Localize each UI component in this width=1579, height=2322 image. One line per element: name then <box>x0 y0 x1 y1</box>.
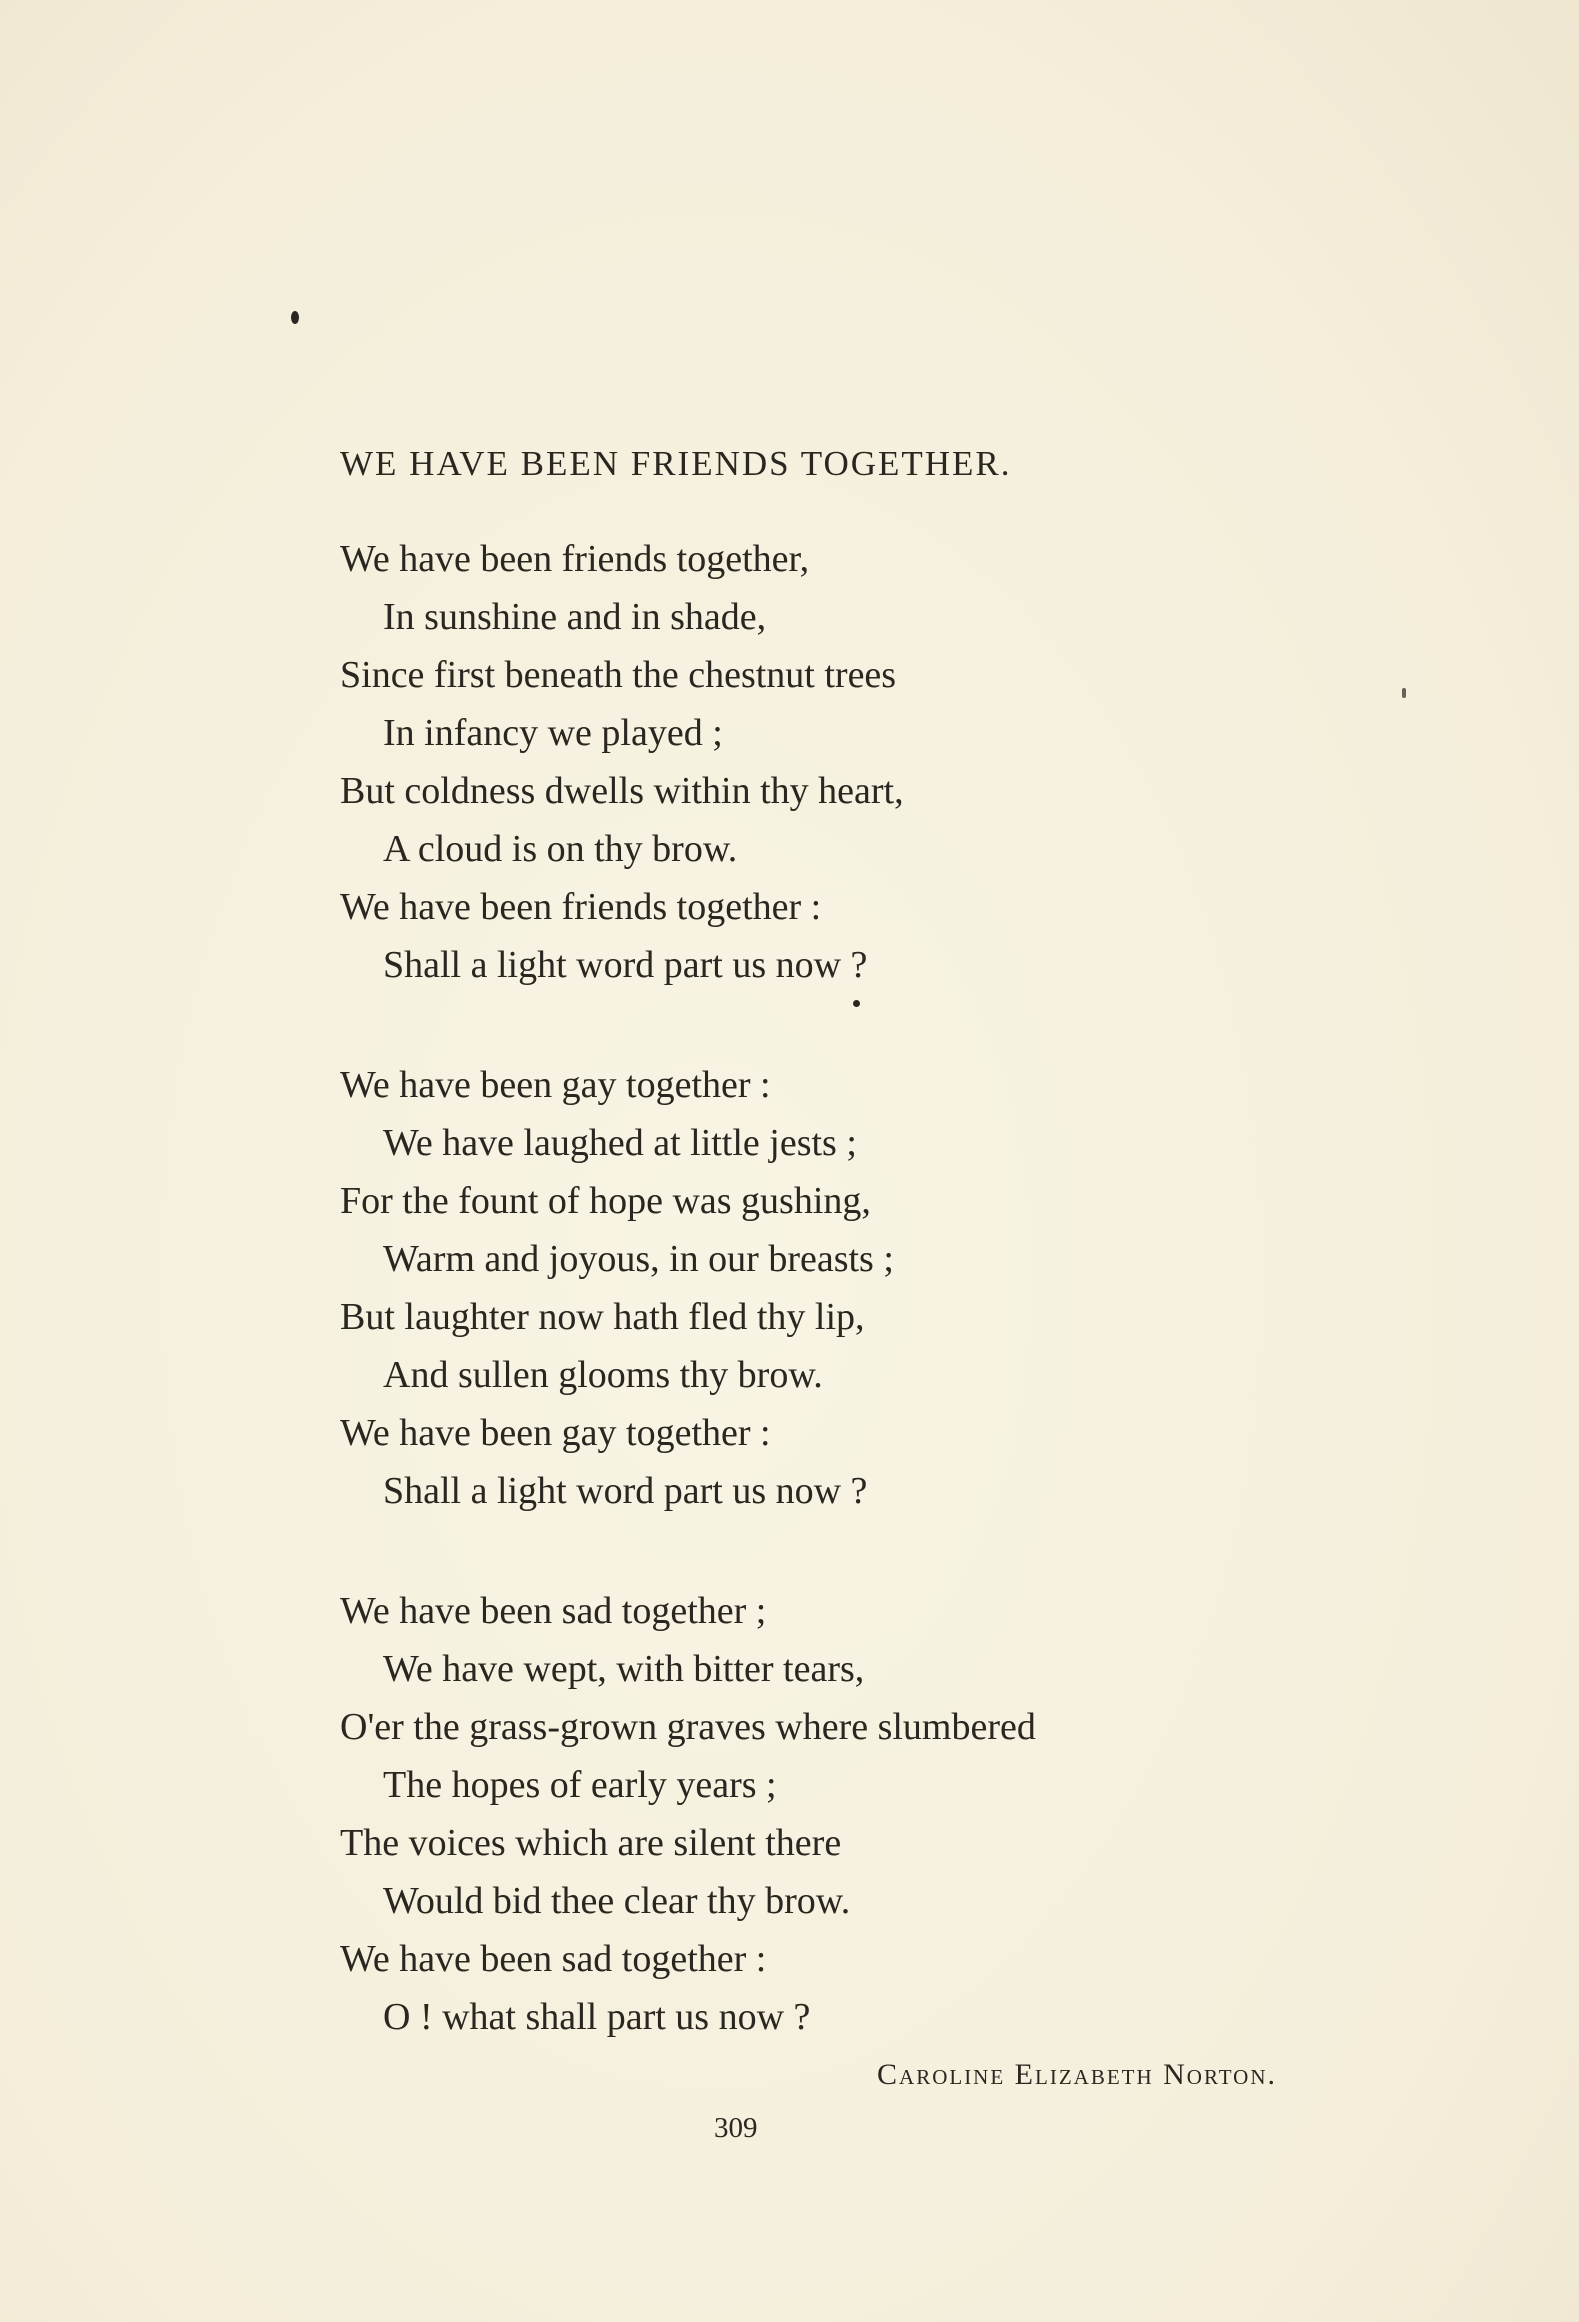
poem-line: A cloud is on thy brow. <box>383 828 738 870</box>
poem-line: We have wept, with bitter tears, <box>383 1648 865 1690</box>
poem-line: Shall a light word part us now ? <box>383 1470 868 1512</box>
poem-line: For the fount of hope was gushing, <box>340 1180 871 1222</box>
poem-line: O ! what shall part us now ? <box>383 1996 811 2038</box>
poem-line: Shall a light word part us now ? <box>383 944 868 986</box>
poem-line: In sunshine and in shade, <box>383 596 767 638</box>
poem-title: WE HAVE BEEN FRIENDS TOGETHER. <box>340 444 1012 483</box>
poem-line: We have been sad together ; <box>340 1590 767 1632</box>
stanza-2 <box>340 1056 894 1520</box>
author-attribution: Caroline Elizabeth Norton. <box>877 2058 1277 2091</box>
poem-line: But coldness dwells within thy heart, <box>340 770 904 812</box>
poem-line: We have been gay together : <box>340 1412 771 1454</box>
poem-line: Would bid thee clear thy brow. <box>383 1880 851 1922</box>
poem-line: O'er the grass-grown graves where slumbered <box>340 1706 1036 1748</box>
poem-line: We have been sad together : <box>340 1938 767 1980</box>
poem-line: The voices which are silent there <box>340 1822 842 1864</box>
page-number: 309 <box>714 2112 758 2144</box>
poem-line: We have been friends together : <box>340 886 822 928</box>
ink-speck <box>853 1000 860 1007</box>
poem-line: In infancy we played ; <box>383 712 723 754</box>
stanza-1 <box>340 530 904 994</box>
ink-speck <box>291 311 299 324</box>
stanza-3 <box>340 1582 1036 2046</box>
poem-line: We have been gay together : <box>340 1064 771 1106</box>
poem-line: We have laughed at little jests ; <box>383 1122 857 1164</box>
poem-line: Since first beneath the chestnut trees <box>340 654 897 696</box>
poem-line: And sullen glooms thy brow. <box>383 1354 823 1396</box>
poem-line: Warm and joyous, in our breasts ; <box>383 1238 894 1280</box>
poem-line: But laughter now hath fled thy lip, <box>340 1296 865 1338</box>
ink-speck <box>1402 688 1406 698</box>
poem-line: We have been friends together, <box>340 538 810 580</box>
poem-line: The hopes of early years ; <box>383 1764 777 1806</box>
